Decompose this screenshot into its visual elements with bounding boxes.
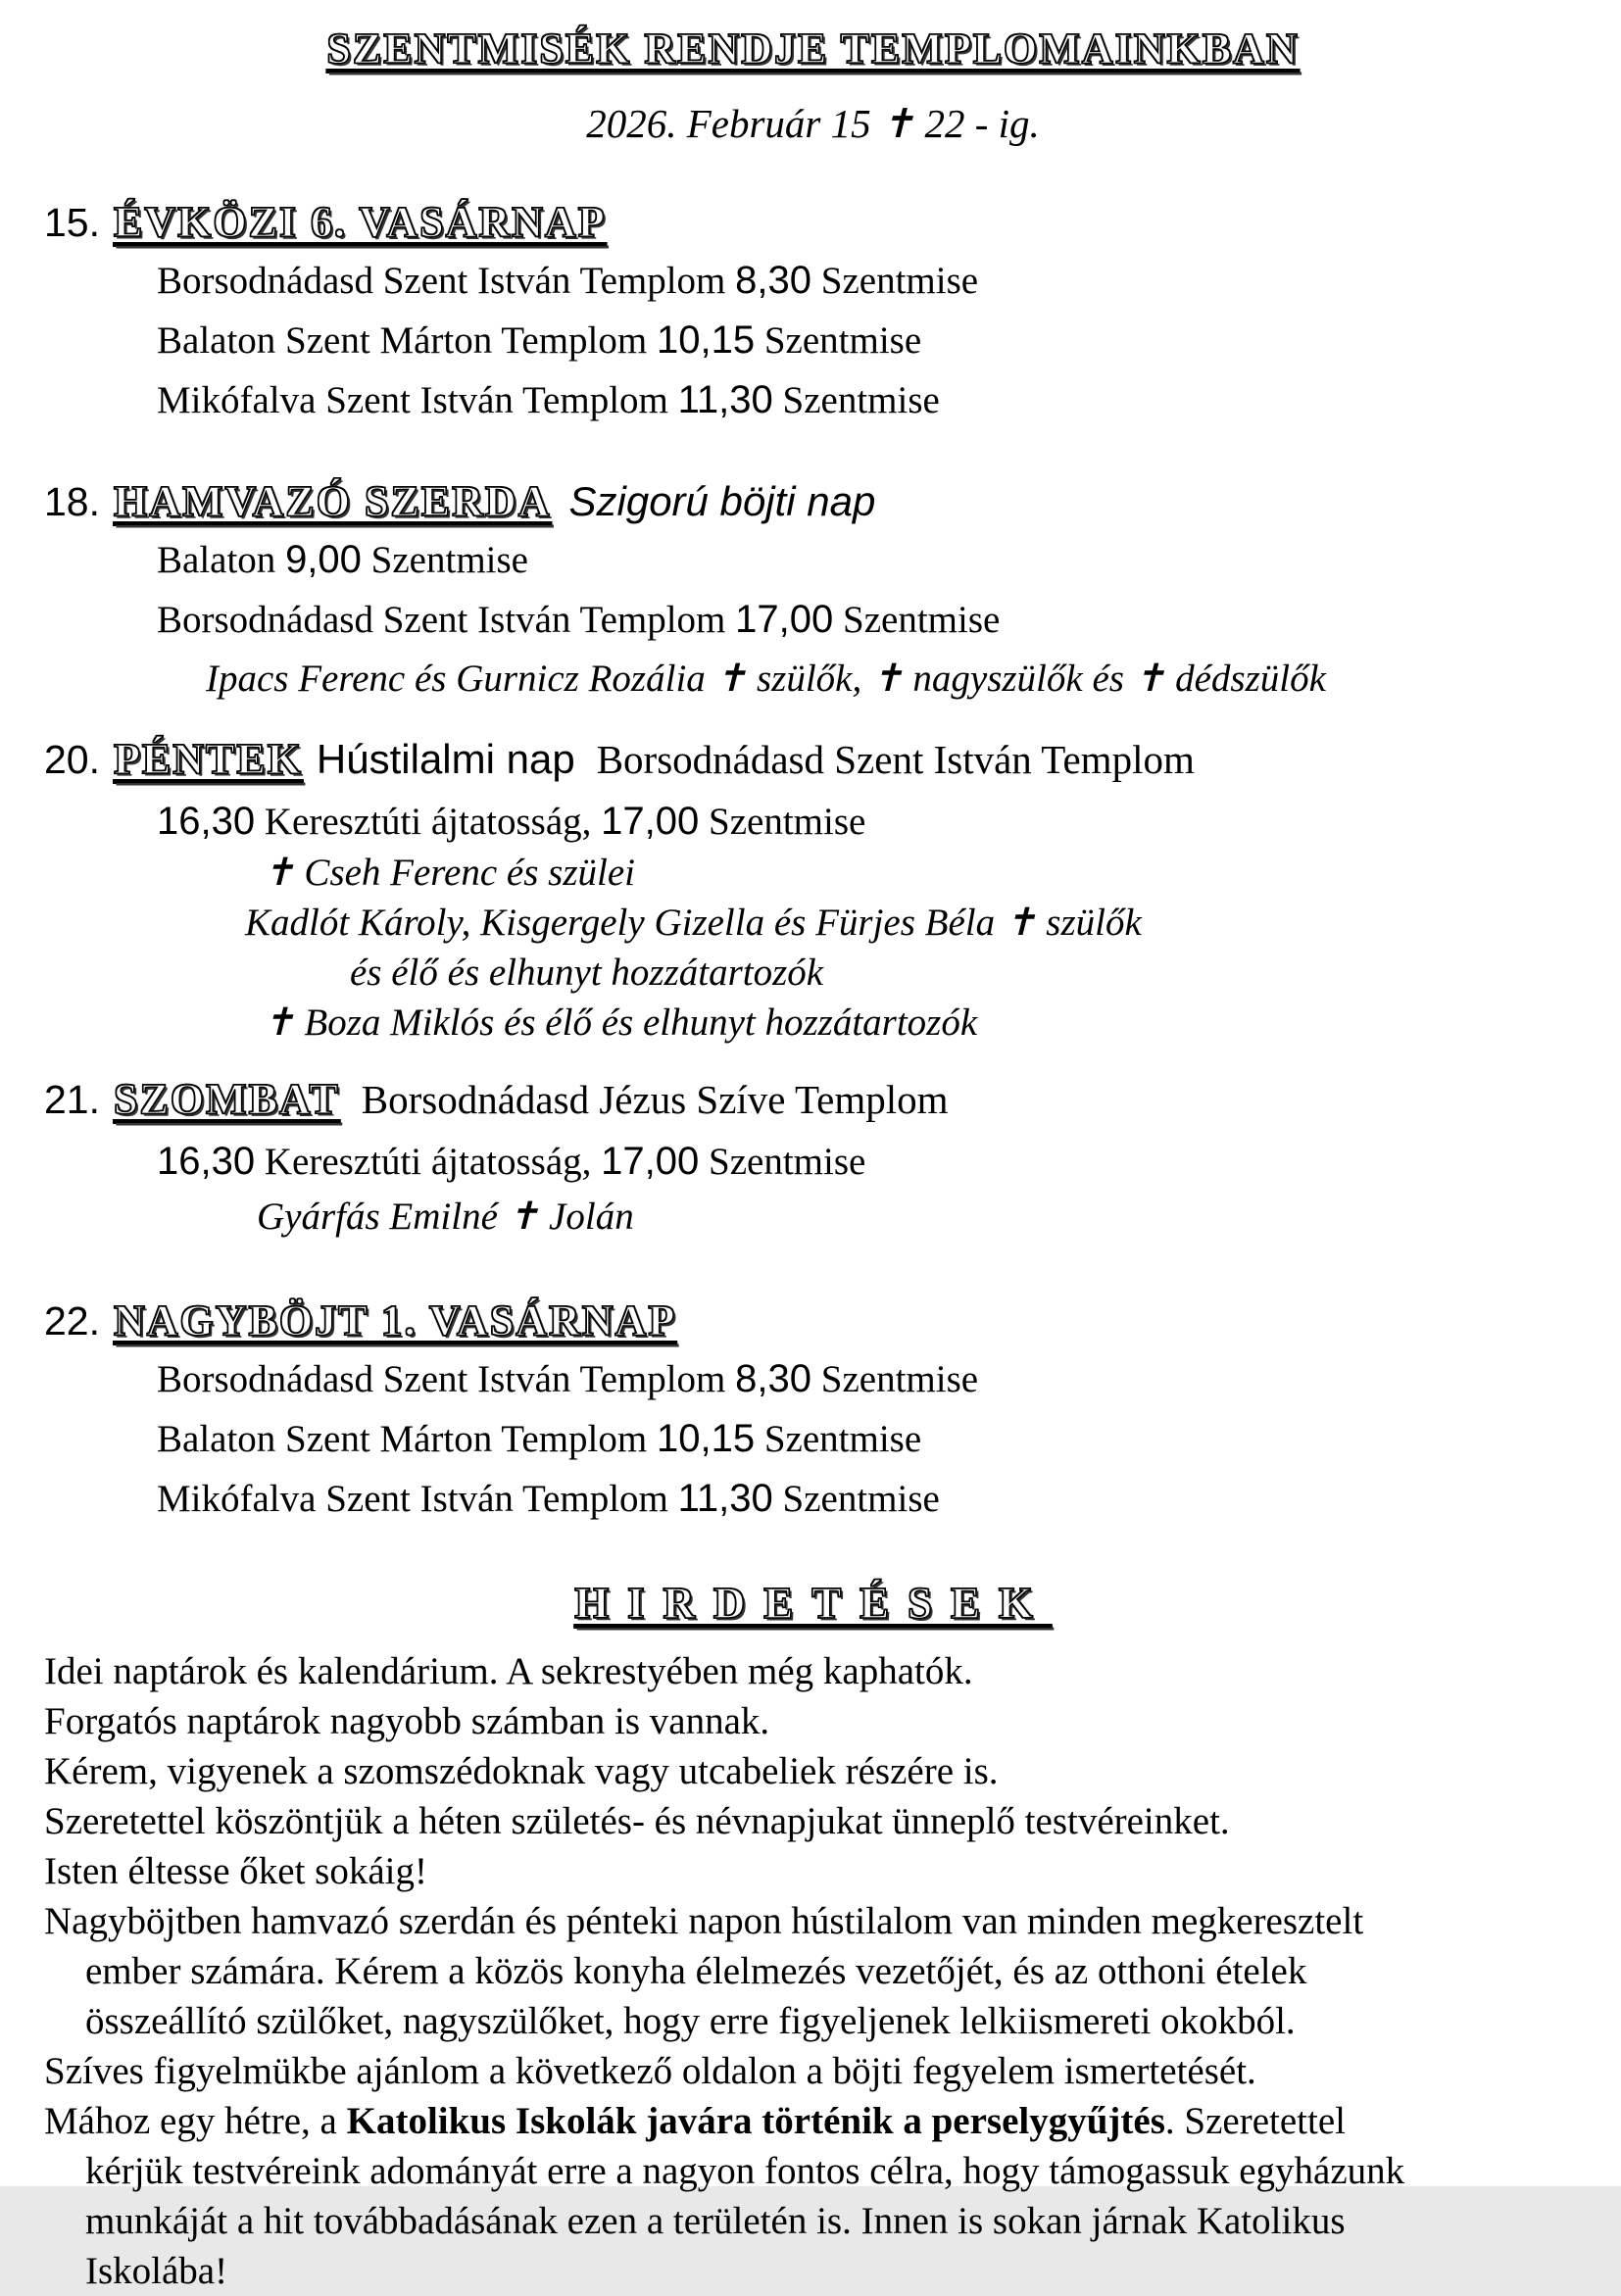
church-name: Mikófalva Szent István Templom bbox=[157, 379, 678, 421]
mass-intention: Gyárfás Emilné ✝ Jolán bbox=[257, 1196, 634, 1238]
announcements-heading-text: HIRDETÉSEK bbox=[574, 1579, 1052, 1628]
collection-pre-text: Mához egy hétre, a bbox=[44, 2100, 347, 2142]
announcement-line: Idei naptárok és kalendárium. A sekrestyében még kaphatók. bbox=[44, 1650, 973, 1692]
church-name: Balaton bbox=[157, 539, 286, 581]
mass-label: Szentmise bbox=[772, 1478, 940, 1520]
service-line bbox=[157, 1136, 1582, 1188]
day-section-18 bbox=[44, 473, 1582, 704]
mass-line bbox=[157, 1409, 1582, 1469]
mass-intention: és élő és elhunyt hozzátartozók bbox=[350, 952, 824, 994]
mass-line bbox=[157, 1469, 1582, 1529]
church-name: Borsodnádasd Szent István Templom bbox=[157, 599, 736, 641]
day-note: Szigorú böjti nap bbox=[568, 478, 876, 524]
mass-line bbox=[157, 530, 1582, 590]
collection-bold-text: Katolikus Iskolák javára történik a perselygyűjtés bbox=[346, 2100, 1165, 2142]
mass-line bbox=[157, 370, 1582, 430]
day-heading-15 bbox=[44, 194, 1582, 251]
mass-time: 10,15 bbox=[656, 1417, 756, 1460]
day-title: PÉNTEK bbox=[114, 735, 303, 783]
announcement-line-collection bbox=[44, 2096, 1582, 2146]
date-range: 2026. Február 15 ✝ 22 - ig. bbox=[586, 101, 1040, 146]
mass-time: 17,00 bbox=[601, 1140, 700, 1183]
day-number: 22. bbox=[44, 1298, 100, 1343]
church-name: Balaton Szent Márton Templom bbox=[157, 1418, 657, 1460]
mass-label: Szentmise bbox=[699, 1141, 866, 1183]
announcements-body bbox=[44, 1646, 1582, 2296]
mass-time: 11,30 bbox=[677, 378, 773, 421]
page-title: SZENTMISÉK RENDJE TEMPLOMAINKBAN bbox=[326, 24, 1300, 73]
day-title: NAGYBÖJT 1. VASÁRNAP bbox=[114, 1296, 677, 1344]
mass-intention: ✝ Boza Miklós és élő és elhunyt hozzátartozók bbox=[263, 1001, 978, 1044]
mass-label: Szentmise bbox=[755, 1418, 922, 1460]
church-name: Balaton Szent Márton Templom bbox=[157, 319, 657, 362]
day-heading-22 bbox=[44, 1293, 1582, 1349]
day-number: 18. bbox=[44, 479, 100, 524]
collection-post-text: . Szeretettel bbox=[1164, 2100, 1346, 2142]
day-section-20 bbox=[44, 731, 1582, 1048]
church-name: Borsodnádasd Szent István Templom bbox=[157, 1358, 736, 1400]
mass-time: 17,00 bbox=[735, 598, 834, 641]
mass-time: 11,30 bbox=[677, 1477, 773, 1520]
service-line bbox=[157, 796, 1582, 848]
day-title: HAMVAZÓ SZERDA bbox=[114, 477, 552, 525]
mass-time: 17,00 bbox=[601, 800, 700, 843]
mass-line bbox=[157, 590, 1582, 650]
mass-time: 8,30 bbox=[735, 1357, 812, 1400]
service-time: 16,30 bbox=[157, 800, 256, 843]
announcement-line: Forgatós naptárok nagyobb számban is vannak. bbox=[44, 1700, 770, 1742]
announcement-line: Iskolába! bbox=[85, 2250, 228, 2292]
mass-time: 10,15 bbox=[656, 318, 756, 362]
day-number: 21. bbox=[44, 1077, 100, 1122]
mass-label: Szentmise bbox=[811, 1358, 979, 1400]
announcement-line: Isten éltesse őket sokáig! bbox=[44, 1850, 427, 1892]
church-name: Borsodnádasd Jézus Szíve Templom bbox=[361, 1077, 949, 1122]
day-number: 20. bbox=[44, 737, 100, 782]
service-label: Keresztúti ájtatosság, bbox=[255, 801, 602, 843]
mass-line bbox=[157, 311, 1582, 370]
mass-line bbox=[157, 251, 1582, 311]
church-name: Borsodnádasd Szent István Templom bbox=[157, 260, 736, 302]
mass-label: Szentmise bbox=[699, 801, 866, 843]
announcement-line: ember számára. Kérem a közös konyha élelmezés vezetőjét, és az otthoni ételek bbox=[85, 1950, 1307, 1992]
day-note: Hústilalmi nap bbox=[316, 736, 575, 782]
announcements-section bbox=[44, 1576, 1582, 2296]
mass-label: Szentmise bbox=[811, 260, 979, 302]
day-title: SZOMBAT bbox=[114, 1075, 340, 1123]
mass-label: Szentmise bbox=[361, 539, 528, 581]
announcement-line: munkáját a hit továbbadásának ezen a területén is. Innen is sokan járnak Katolikus bbox=[85, 2200, 1346, 2242]
day-title: ÉVKÖZI 6. VASÁRNAP bbox=[114, 198, 607, 246]
announcement-line: Szeretettel köszöntjük a héten születés- és névnapjukat ünneplő testvéreinket. bbox=[44, 1800, 1230, 1842]
mass-time: 8,30 bbox=[735, 259, 812, 302]
service-label: Keresztúti ájtatosság, bbox=[255, 1141, 602, 1183]
day-heading-20 bbox=[44, 731, 1582, 788]
church-name: Mikófalva Szent István Templom bbox=[157, 1478, 678, 1520]
day-number: 15. bbox=[44, 200, 100, 245]
mass-label: Szentmise bbox=[833, 599, 1001, 641]
mass-time: 9,00 bbox=[285, 538, 362, 581]
church-name: Borsodnádasd Szent István Templom bbox=[596, 737, 1195, 782]
announcement-line: Nagyböjtben hamvazó szerdán és pénteki napon hústilalom van minden megkeresztelt bbox=[44, 1900, 1364, 1942]
announcement-line: Szíves figyelmükbe ajánlom a következő oldalon a böjti fegyelem ismertetését. bbox=[44, 2050, 1256, 2092]
announcements-heading bbox=[44, 1576, 1582, 1631]
day-section-15 bbox=[44, 194, 1582, 430]
day-section-21 bbox=[44, 1071, 1582, 1242]
mass-intention: Ipacs Ferenc és Gurnicz Rozália ✝ szülők, ✝ nagyszülők és ✝ dédszülők bbox=[206, 658, 1326, 700]
mass-label: Szentmise bbox=[772, 379, 940, 421]
day-heading-21 bbox=[44, 1071, 1582, 1128]
announcement-line: Kérem, vigyenek a szomszédoknak vagy utcabeliek részére is. bbox=[44, 1750, 999, 1792]
day-heading-18 bbox=[44, 473, 1582, 530]
mass-line bbox=[157, 1349, 1582, 1409]
announcement-line: kérjük testvéreink adományát erre a nagyon fontos célra, hogy támogassuk egyházunk bbox=[85, 2150, 1405, 2192]
mass-intention: ✝ Cseh Ferenc és szülei bbox=[263, 852, 635, 894]
day-section-22 bbox=[44, 1293, 1582, 1529]
mass-intention: Kadlót Károly, Kisgergely Gizella és Fürjes Béla ✝ szülők bbox=[245, 902, 1142, 944]
mass-label: Szentmise bbox=[755, 319, 922, 362]
service-time: 16,30 bbox=[157, 1140, 256, 1183]
announcement-line: összeállító szülőket, nagyszülőket, hogy erre figyeljenek lelkiismereti okokból. bbox=[85, 2000, 1296, 2042]
